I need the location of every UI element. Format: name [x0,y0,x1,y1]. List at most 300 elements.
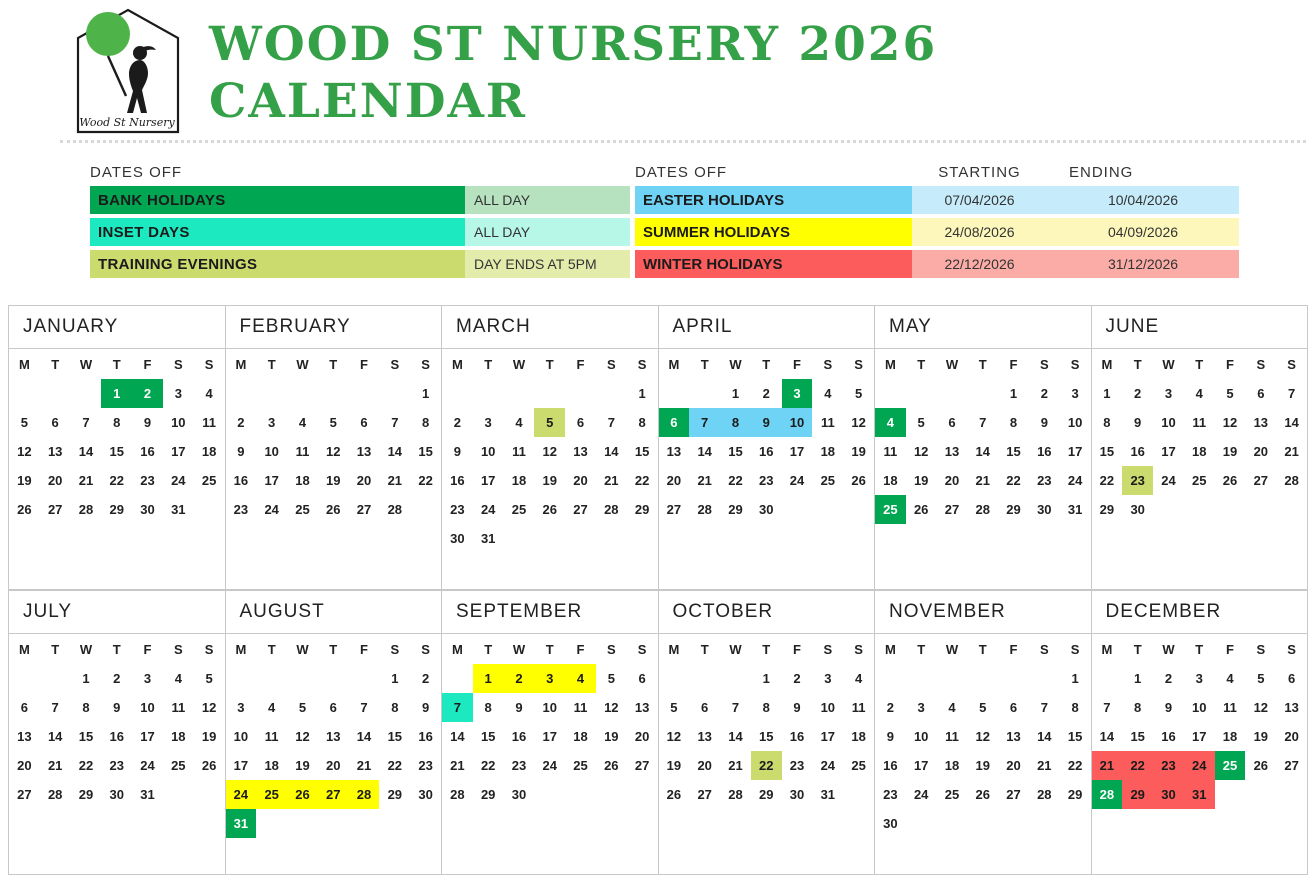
day-cell[interactable]: 3 [268,415,276,430]
day-cell-marked[interactable]: 2 [504,664,535,693]
day-cell[interactable]: 7 [391,415,399,430]
day-cell[interactable]: 12 [326,444,341,459]
day-cell[interactable]: 9 [515,700,523,715]
day-cell[interactable]: 20 [573,473,588,488]
day-cell[interactable]: 29 [728,502,743,517]
day-cell[interactable]: 27 [47,502,63,517]
day-cell[interactable]: 24 [171,473,186,488]
day-cell[interactable]: 7 [82,415,90,430]
day-cell[interactable]: 13 [573,444,588,459]
day-cell[interactable]: 1 [391,671,399,686]
day-cell[interactable]: 13 [944,444,960,459]
day-cell[interactable]: 8 [762,700,770,715]
day-cell[interactable]: 9 [453,444,461,459]
day-cell[interactable]: 26 [666,787,682,802]
day-cell[interactable]: 26 [201,758,217,773]
day-cell[interactable]: 18 [820,444,836,459]
day-cell[interactable]: 4 [1195,386,1203,401]
day-cell[interactable]: 12 [666,729,682,744]
day-cell[interactable]: 7 [51,700,59,715]
day-cell[interactable]: 27 [666,502,682,517]
day-cell[interactable]: 23 [140,473,155,488]
day-cell[interactable]: 4 [824,386,832,401]
day-cell[interactable]: 2 [1040,386,1048,401]
day-cell[interactable]: 14 [1037,729,1052,744]
day-cell[interactable]: 16 [233,473,249,488]
day-cell[interactable]: 18 [171,729,186,744]
day-cell[interactable]: 27 [1006,787,1021,802]
day-cell[interactable]: 12 [17,444,32,459]
day-cell[interactable]: 12 [542,444,557,459]
day-cell[interactable]: 11 [202,415,216,430]
day-cell[interactable]: 26 [326,502,341,517]
day-cell[interactable]: 29 [1006,502,1021,517]
day-cell[interactable]: 18 [573,729,588,744]
day-cell[interactable]: 8 [113,415,121,430]
day-cell[interactable]: 23 [883,787,898,802]
day-cell[interactable]: 4 [515,415,523,430]
day-cell[interactable]: 16 [1037,444,1052,459]
day-cell[interactable]: 5 [205,671,213,686]
day-cell[interactable]: 25 [511,502,527,517]
day-cell-marked[interactable]: 3 [534,664,565,693]
day-cell[interactable]: 20 [1284,729,1299,744]
day-cell[interactable]: 26 [851,473,866,488]
day-cell[interactable]: 11 [171,700,186,715]
day-cell-marked[interactable]: 22 [1122,751,1153,780]
day-cell[interactable]: 21 [450,758,465,773]
day-cell[interactable]: 29 [109,502,124,517]
day-cell[interactable]: 19 [17,473,32,488]
day-cell-marked[interactable]: 24 [1184,751,1215,780]
day-cell[interactable]: 18 [1222,729,1238,744]
day-cell[interactable]: 10 [1161,415,1176,430]
day-cell[interactable]: 20 [47,473,63,488]
day-cell[interactable]: 7 [360,700,368,715]
day-cell[interactable]: 17 [1067,444,1083,459]
day-cell[interactable]: 16 [1130,444,1145,459]
day-cell[interactable]: 14 [604,444,619,459]
day-cell[interactable]: 31 [140,787,155,802]
day-cell[interactable]: 10 [1192,700,1207,715]
day-cell[interactable]: 28 [1284,473,1299,488]
day-cell[interactable]: 17 [264,473,279,488]
day-cell[interactable]: 17 [820,729,836,744]
day-cell[interactable]: 2 [421,671,430,686]
day-cell[interactable]: 2 [886,700,894,715]
day-cell-marked[interactable]: 21 [1092,751,1123,780]
day-cell[interactable]: 14 [1284,415,1299,430]
day-cell[interactable]: 30 [511,787,527,802]
day-cell[interactable]: 19 [666,758,682,773]
day-cell[interactable]: 23 [511,758,527,773]
day-cell[interactable]: 8 [1071,700,1079,715]
day-cell[interactable]: 19 [542,473,557,488]
day-cell[interactable]: 18 [264,758,279,773]
day-cell[interactable]: 4 [205,386,213,401]
day-cell[interactable]: 5 [20,415,28,430]
day-cell[interactable]: 13 [666,444,682,459]
day-cell[interactable]: 21 [975,473,990,488]
day-cell-marked[interactable]: 25 [875,495,906,524]
day-cell[interactable]: 22 [387,758,403,773]
day-cell[interactable]: 9 [886,729,894,744]
day-cell-marked[interactable]: 7 [442,693,473,722]
day-cell[interactable]: 29 [78,787,94,802]
day-cell[interactable]: 3 [484,415,492,430]
day-cell[interactable]: 31 [480,531,496,546]
day-cell[interactable]: 27 [944,502,960,517]
day-cell[interactable]: 4 [854,671,863,686]
day-cell[interactable]: 1 [82,671,90,686]
day-cell[interactable]: 19 [975,758,990,773]
day-cell[interactable]: 8 [638,415,646,430]
day-cell[interactable]: 20 [666,473,682,488]
day-cell[interactable]: 28 [697,502,712,517]
day-cell[interactable]: 11 [264,729,279,744]
day-cell[interactable]: 17 [913,758,929,773]
day-cell[interactable]: 6 [638,671,646,686]
day-cell[interactable]: 11 [820,415,835,430]
day-cell[interactable]: 6 [1257,386,1265,401]
day-cell[interactable]: 4 [1226,671,1234,686]
day-cell[interactable]: 3 [1071,386,1079,401]
day-cell[interactable]: 28 [1037,787,1052,802]
day-cell[interactable]: 9 [1164,700,1173,715]
day-cell[interactable]: 18 [883,473,898,488]
day-cell-marked[interactable]: 8 [720,408,751,437]
day-cell[interactable]: 26 [604,758,619,773]
day-cell[interactable]: 26 [975,787,990,802]
day-cell[interactable]: 23 [418,758,433,773]
day-cell[interactable]: 26 [17,502,32,517]
day-cell[interactable]: 14 [450,729,465,744]
day-cell[interactable]: 27 [356,502,372,517]
day-cell[interactable]: 17 [542,729,557,744]
day-cell[interactable]: 21 [697,473,712,488]
day-cell[interactable]: 23 [789,758,805,773]
day-cell[interactable]: 23 [450,502,465,517]
day-cell[interactable]: 15 [1067,729,1083,744]
day-cell[interactable]: 29 [1067,787,1083,802]
day-cell[interactable]: 24 [820,758,836,773]
day-cell-marked[interactable]: 4 [875,408,906,437]
day-cell[interactable]: 27 [1253,473,1269,488]
day-cell[interactable]: 31 [1067,502,1083,517]
day-cell[interactable]: 7 [607,415,615,430]
day-cell[interactable]: 12 [201,700,217,715]
day-cell-marked[interactable]: 27 [318,780,349,809]
day-cell[interactable]: 8 [82,700,90,715]
day-cell[interactable]: 26 [1222,473,1238,488]
day-cell[interactable]: 13 [697,729,712,744]
day-cell-marked[interactable]: 2 [132,379,163,408]
day-cell[interactable]: 16 [759,444,774,459]
day-cell-marked[interactable]: 31 [226,809,257,838]
day-cell[interactable]: 1 [1103,386,1111,401]
day-cell[interactable]: 23 [759,473,774,488]
day-cell[interactable]: 17 [480,473,496,488]
day-cell[interactable]: 22 [1067,758,1083,773]
day-cell[interactable]: 28 [387,502,403,517]
day-cell[interactable]: 30 [1037,502,1052,517]
day-cell[interactable]: 21 [356,758,372,773]
day-cell[interactable]: 24 [140,758,155,773]
day-cell[interactable]: 28 [728,787,743,802]
day-cell[interactable]: 16 [883,758,898,773]
day-cell[interactable]: 16 [418,729,433,744]
day-cell-marked[interactable]: 25 [1215,751,1246,780]
day-cell[interactable]: 29 [387,787,403,802]
day-cell-marked[interactable]: 5 [534,408,565,437]
day-cell[interactable]: 13 [1253,415,1269,430]
day-cell[interactable]: 7 [979,415,987,430]
day-cell[interactable]: 1 [762,671,770,686]
day-cell[interactable]: 19 [295,758,310,773]
day-cell[interactable]: 19 [913,473,929,488]
day-cell[interactable]: 11 [573,700,588,715]
day-cell[interactable]: 17 [1161,444,1176,459]
day-cell[interactable]: 11 [851,700,866,715]
day-cell-marked[interactable]: 9 [751,408,782,437]
day-cell[interactable]: 10 [264,444,279,459]
day-cell[interactable]: 6 [576,415,585,430]
day-cell[interactable]: 19 [1253,729,1269,744]
day-cell[interactable]: 18 [851,729,866,744]
day-cell[interactable]: 17 [233,758,249,773]
day-cell[interactable]: 24 [542,758,557,773]
day-cell[interactable]: 6 [51,415,59,430]
day-cell[interactable]: 12 [604,700,619,715]
day-cell[interactable]: 18 [295,473,310,488]
day-cell-marked[interactable]: 24 [226,780,257,809]
day-cell[interactable]: 20 [944,473,960,488]
day-cell[interactable]: 15 [759,729,774,744]
day-cell[interactable]: 28 [78,502,94,517]
day-cell[interactable]: 1 [731,386,740,401]
day-cell[interactable]: 25 [295,502,310,517]
day-cell[interactable]: 14 [387,444,403,459]
day-cell[interactable]: 14 [728,729,743,744]
day-cell[interactable]: 30 [418,787,433,802]
day-cell[interactable]: 25 [573,758,588,773]
day-cell[interactable]: 10 [171,415,186,430]
day-cell[interactable]: 6 [20,700,28,715]
day-cell[interactable]: 25 [171,758,186,773]
day-cell[interactable]: 21 [604,473,619,488]
day-cell[interactable]: 21 [1037,758,1052,773]
day-cell[interactable]: 20 [1253,444,1269,459]
day-cell[interactable]: 8 [1134,700,1142,715]
day-cell[interactable]: 12 [295,729,310,744]
day-cell[interactable]: 29 [480,787,496,802]
day-cell[interactable]: 6 [948,415,956,430]
day-cell[interactable]: 23 [109,758,124,773]
day-cell[interactable]: 24 [480,502,496,517]
day-cell[interactable]: 27 [1284,758,1299,773]
day-cell[interactable]: 13 [47,444,63,459]
day-cell[interactable]: 11 [945,729,959,744]
day-cell[interactable]: 22 [634,473,650,488]
day-cell[interactable]: 1 [1134,671,1142,686]
day-cell[interactable]: 3 [1164,386,1173,401]
day-cell[interactable]: 17 [789,444,805,459]
day-cell[interactable]: 15 [480,729,496,744]
day-cell[interactable]: 20 [634,729,650,744]
day-cell[interactable]: 27 [573,502,588,517]
day-cell[interactable]: 5 [854,386,863,401]
day-cell[interactable]: 11 [1223,700,1237,715]
day-cell[interactable]: 11 [1192,415,1207,430]
day-cell[interactable]: 15 [109,444,124,459]
day-cell[interactable]: 24 [1161,473,1176,488]
day-cell[interactable]: 4 [948,700,956,715]
day-cell[interactable]: 31 [820,787,836,802]
day-cell[interactable]: 27 [634,758,650,773]
day-cell[interactable]: 15 [1099,444,1115,459]
day-cell[interactable]: 9 [1040,415,1048,430]
day-cell-marked[interactable]: 25 [256,780,287,809]
day-cell[interactable]: 11 [295,444,310,459]
day-cell[interactable]: 10 [140,700,155,715]
day-cell[interactable]: 1 [1071,671,1079,686]
day-cell[interactable]: 10 [820,700,836,715]
day-cell[interactable]: 18 [944,758,960,773]
day-cell[interactable]: 12 [1222,415,1238,430]
day-cell[interactable]: 9 [421,700,430,715]
day-cell[interactable]: 15 [387,729,403,744]
day-cell[interactable]: 30 [1130,502,1145,517]
day-cell[interactable]: 8 [484,700,492,715]
day-cell[interactable]: 6 [329,700,337,715]
day-cell[interactable]: 28 [975,502,990,517]
day-cell[interactable]: 20 [356,473,372,488]
day-cell[interactable]: 3 [824,671,832,686]
day-cell[interactable]: 30 [109,787,124,802]
day-cell[interactable]: 3 [917,700,925,715]
day-cell[interactable]: 5 [1257,671,1265,686]
day-cell-marked[interactable]: 1 [101,379,132,408]
day-cell[interactable]: 22 [418,473,433,488]
day-cell[interactable]: 30 [759,502,774,517]
day-cell[interactable]: 1 [638,386,646,401]
day-cell[interactable]: 29 [1099,502,1115,517]
day-cell[interactable]: 3 [237,700,245,715]
day-cell[interactable]: 16 [140,444,155,459]
day-cell[interactable]: 22 [480,758,496,773]
day-cell[interactable]: 16 [1161,729,1176,744]
day-cell[interactable]: 11 [512,444,526,459]
day-cell[interactable]: 3 [143,671,152,686]
day-cell[interactable]: 15 [1130,729,1145,744]
day-cell[interactable]: 31 [171,502,186,517]
day-cell[interactable]: 6 [360,415,368,430]
day-cell[interactable]: 9 [143,415,152,430]
day-cell[interactable]: 9 [113,700,121,715]
day-cell[interactable]: 14 [1099,729,1115,744]
day-cell[interactable]: 17 [171,444,186,459]
day-cell-marked[interactable]: 23 [1122,466,1153,495]
day-cell[interactable]: 21 [728,758,743,773]
day-cell[interactable]: 14 [697,444,712,459]
day-cell[interactable]: 20 [1006,758,1021,773]
day-cell[interactable]: 25 [1192,473,1207,488]
day-cell-marked[interactable]: 4 [565,664,596,693]
day-cell[interactable]: 12 [975,729,990,744]
day-cell[interactable]: 2 [1164,671,1173,686]
day-cell[interactable]: 8 [421,415,430,430]
day-cell[interactable]: 30 [789,787,805,802]
day-cell[interactable]: 19 [326,473,341,488]
day-cell-marked[interactable]: 1 [473,664,504,693]
day-cell[interactable]: 16 [109,729,124,744]
day-cell[interactable]: 18 [201,444,217,459]
day-cell[interactable]: 16 [511,729,527,744]
day-cell[interactable]: 23 [233,502,249,517]
day-cell[interactable]: 12 [1253,700,1269,715]
day-cell-marked[interactable]: 7 [689,408,720,437]
day-cell-marked[interactable]: 23 [1153,751,1184,780]
day-cell[interactable]: 19 [201,729,217,744]
day-cell[interactable]: 26 [1253,758,1269,773]
day-cell[interactable]: 14 [78,444,94,459]
day-cell[interactable]: 22 [728,473,743,488]
day-cell[interactable]: 7 [1103,700,1111,715]
day-cell[interactable]: 28 [450,787,465,802]
day-cell[interactable]: 2 [762,386,770,401]
day-cell[interactable]: 5 [329,415,337,430]
day-cell[interactable]: 28 [47,787,63,802]
day-cell[interactable]: 13 [17,729,32,744]
day-cell[interactable]: 5 [979,700,987,715]
day-cell[interactable]: 8 [1009,415,1018,430]
day-cell[interactable]: 27 [697,787,712,802]
day-cell[interactable]: 20 [17,758,32,773]
day-cell[interactable]: 25 [851,758,866,773]
day-cell[interactable]: 24 [913,787,929,802]
day-cell[interactable]: 4 [174,671,182,686]
day-cell[interactable]: 15 [78,729,94,744]
day-cell[interactable]: 14 [975,444,990,459]
day-cell[interactable]: 2 [793,671,801,686]
day-cell[interactable]: 10 [480,444,496,459]
day-cell-marked[interactable]: 10 [782,408,813,437]
day-cell[interactable]: 15 [634,444,650,459]
day-cell[interactable]: 13 [634,700,650,715]
day-cell[interactable]: 21 [1284,444,1299,459]
day-cell[interactable]: 22 [1099,473,1115,488]
day-cell[interactable]: 19 [851,444,866,459]
day-cell[interactable]: 24 [1067,473,1083,488]
day-cell[interactable]: 3 [174,386,182,401]
day-cell[interactable]: 15 [728,444,743,459]
day-cell[interactable]: 16 [450,473,465,488]
day-cell[interactable]: 22 [78,758,94,773]
day-cell[interactable]: 10 [1067,415,1083,430]
day-cell[interactable]: 25 [944,787,960,802]
day-cell[interactable]: 29 [759,787,774,802]
day-cell[interactable]: 19 [604,729,619,744]
day-cell-marked[interactable]: 28 [1092,780,1123,809]
day-cell[interactable]: 2 [113,671,121,686]
day-cell[interactable]: 11 [883,444,898,459]
day-cell[interactable]: 13 [356,444,372,459]
day-cell-marked[interactable]: 31 [1184,780,1215,809]
day-cell[interactable]: 25 [201,473,217,488]
day-cell[interactable]: 6 [701,700,709,715]
day-cell-marked[interactable]: 29 [1122,780,1153,809]
day-cell[interactable]: 18 [511,473,527,488]
